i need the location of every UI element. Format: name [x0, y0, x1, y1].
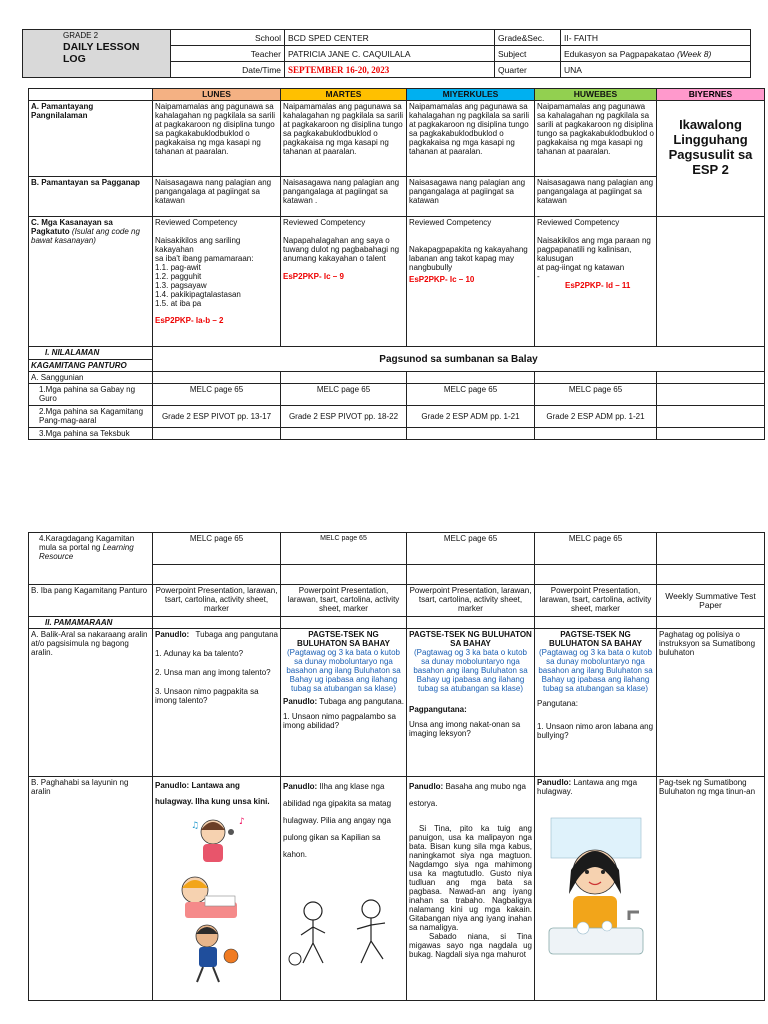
sec-c-miyerkules [407, 217, 535, 347]
question: 3. Unsaon nimo pagpakita sa imong talento? [155, 687, 259, 705]
story-text: Si Tina, pito ka tuig ang panuigon, usa ka malipayon nga bata. Bisan kung sila mga kabus, naningkamot siya nga magtuon. Nagdamgo siya nga mahimong usa ka magtutudlo. Gusto niya tudluan ang mga bata sa pagbasa. Nawad-an ang iyang inahan sa trabaho. Nagbaligya nalamang kini ug mga kakain. Gitabangan niya ang iyang inahan sa namaligya. [409, 824, 532, 932]
pagtse-title: PAGTSE-TSEK NG BULUHATON SA BAHAY [549, 630, 642, 648]
date-label: Date/Time [171, 62, 285, 78]
competency-line: 1.1. pag-awit [155, 263, 201, 272]
cell [407, 428, 535, 440]
gradesec-label: Grade&Sec. [495, 30, 561, 46]
gabay-martes: MELC page 65 [281, 384, 407, 406]
story-text-2: Sabado niana, si Tina migawas sayo nga nagdala ug bukag. Nagdali siya nga mahurot [409, 932, 532, 959]
cell [535, 565, 657, 585]
sec-a-lunes: Naipamamalas ang pagunawa sa kahalagahan ng pagkilala sa sarili at pagkakaroon ng disiplina tungo sa pagkakabuklodbuklod o pagkakaisa ng mga kasapi ng tahanan at paaralan. [153, 101, 281, 177]
sec-a-martes: Naipamamalas ang pagunawa sa kahalagahan ng pagkilala sa sarili at pagkakaroon ng disiplina tungo sa pagkakabuklodbuklod o pagkakaisa ng mga kasapi ng tahanan at paaralan. [281, 101, 407, 177]
cell [657, 384, 765, 406]
competency-line: 1.5. at iba pa [155, 299, 202, 308]
balik-aral-biyernes: Paghatag og polisiya o instruksyon sa Sumatibong buluhaton [657, 629, 765, 777]
handwashing-girl-picture [537, 810, 655, 980]
question: Unsa ang imong nakat-onan sa imaging leksyon? [409, 720, 521, 738]
children-talents-picture [155, 810, 277, 986]
question: 1. Unsaon nimo aron labana ang bullying? [537, 722, 654, 740]
cell [657, 372, 765, 384]
pamantayan-sa-pagganap-label: B. Pamantayan sa Pagganap [29, 177, 153, 217]
panudlo-block [409, 778, 532, 812]
cell [153, 428, 281, 440]
cell [535, 428, 657, 440]
sec-a-huwebes: Naipamamalas ang pagunawa sa kahalagahan ng pagkilala sa sarili at pagkakaroon ng disiplina tungo sa pagkakabuklodbuklod o pagkakaisa ng mga kasapi ng tahanan at paaralan. [535, 101, 657, 177]
cell [657, 533, 765, 565]
kasanayan-note: (Isulat ang code ng bawat kasanayan) [31, 227, 140, 245]
competency-text: Nakapagpapakita ng kakayahang labanan ang takot kapag may nangbubully [409, 245, 528, 272]
gabay-huwebes: MELC page 65 [535, 384, 657, 406]
subject-week: (Week 8) [676, 48, 712, 59]
cell [281, 617, 407, 629]
iba-biyernes: Weekly Summative Test Paper [657, 585, 765, 617]
lesson-table-part2 [28, 532, 765, 1001]
pamamaraan-label: II. PAMAMARAAN [29, 617, 153, 629]
competency-code: EsP2PKP- Ia-b – 2 [155, 316, 224, 325]
sec-c-martes [281, 217, 407, 347]
competency-line: - [537, 272, 540, 281]
competency-line: 1.3. pagsayaw [155, 281, 207, 290]
panudlo-instruction: Lantawa ang mga hulagway. [537, 778, 638, 796]
school-value: BCD SPED CENTER [285, 30, 495, 46]
soap-bubble-icon [602, 921, 612, 931]
karagdagan-huwebes: MELC page 65 [535, 533, 657, 565]
kagamitan-miyerkules: Grade 2 ESP ADM pp. 1-21 [407, 406, 535, 428]
kasanayan-title: C. Mga Kasanayan sa Pagkatuto [31, 218, 113, 236]
panudlo-row [283, 697, 404, 706]
subject-label: Subject [495, 46, 561, 62]
competency-line: Naisakikilos ang sariling kakayahan [155, 236, 241, 254]
abilities-picture [283, 893, 403, 973]
karagdagan-lunes: MELC page 65 [153, 533, 281, 565]
corner-cell [29, 89, 153, 101]
panudlo-block [155, 778, 278, 810]
cell [281, 372, 407, 384]
sink [549, 928, 643, 954]
teksbuk-label: 3.Mga pahina sa Teksbuk [29, 428, 153, 440]
day-lunes: LUNES [153, 89, 281, 101]
dll-title: DAILY LESSON [63, 41, 140, 53]
cell [281, 565, 407, 585]
sec-b-lunes: Naisasagawa nang palagian ang pangangalaga at pagiingat sa katawan [153, 177, 281, 217]
cell [153, 372, 281, 384]
sec-c-huwebes [535, 217, 657, 347]
competency-code: EsP2PKP- Ic – 10 [409, 275, 475, 284]
panudlo-block [537, 778, 654, 796]
reviewed-label: Reviewed Competency [409, 218, 492, 227]
karagdagan-text: 4.Karagdagang Kagamitan mula sa portal ng [39, 534, 135, 552]
drawing-girl-picture [182, 877, 237, 918]
sec-b-miyerkules: Naisasagawa nang palagian ang pangangalaga at pagiingat sa katawan [407, 177, 535, 217]
singing-girl-picture [191, 817, 245, 862]
reviewed-label: Reviewed Competency [283, 218, 366, 227]
iba-pang-kagamitan-label: B. Iba pang Kagamitang Panturo [29, 585, 153, 617]
competency-line: Naisakikilos ang mga paraan ng [537, 236, 651, 245]
karagdagan-martes: MELC page 65 [281, 533, 407, 565]
paghahabi-martes [281, 777, 407, 1001]
cell [407, 617, 535, 629]
cell [535, 372, 657, 384]
competency-line: pagpapanatili ng kalinisan, kalusugan [537, 245, 632, 263]
cell [407, 565, 535, 585]
panudlo-row [155, 630, 278, 639]
subject-value [561, 46, 751, 62]
pagtse-note: (Pagtawag og 3 ka bata o kutob sa dunay moboluntaryo nga basahon ang ilang Buluhaton sa Bahay ug ipabasa ang ilahang tubag sa atubangan sa klase) [413, 648, 528, 693]
sec-b-martes: Naisasagawa nang palagian ang pangangalaga at pagiingat sa katawan . [281, 177, 407, 217]
basketball-boy-picture [196, 925, 238, 982]
paghahabi-lunes [153, 777, 281, 1001]
paghahabi-huwebes [535, 777, 657, 1001]
day-biyernes: BIYERNES [657, 89, 765, 101]
sec-b-huwebes: Naisasagawa nang palagian ang pangangalaga at pagiingat sa katawan [535, 177, 657, 217]
cell [153, 617, 281, 629]
kagamitang-panturo-label: KAGAMITANG PANTURO [29, 360, 153, 372]
soccer-ball-icon [289, 953, 301, 965]
balik-aral-label: A. Balik-Aral sa nakaraang aralin at/o pagsisimula ng bagong aralin. [29, 629, 153, 777]
iba-miyerkules: Powerpoint Presentation, larawan, tsart, cartolina, activity sheet, marker [407, 585, 535, 617]
kagamitan-huwebes: Grade 2 ESP ADM pp. 1-21 [535, 406, 657, 428]
kagamitan-lunes: Grade 2 ESP PIVOT pp. 13-17 [153, 406, 281, 428]
pagtse-title: PAGTSE-TSEK NG BULUHATON SA BAHAY [409, 630, 532, 648]
pagtse-title: PAGTSE-TSEK NG BULUHATON SA BAHAY [297, 630, 390, 648]
dll-title-log: LOG [63, 53, 86, 65]
gabay-label: 1.Mga pahina sa Gabay ng Guro [29, 384, 153, 406]
header-title-cell [23, 30, 171, 78]
lesson-table-part1 [28, 88, 765, 440]
kagamitan-martes: Grade 2 ESP PIVOT pp. 18-22 [281, 406, 407, 428]
reviewed-label: Reviewed Competency [155, 218, 238, 227]
cell [657, 617, 765, 629]
gradesec-value: II- FAITH [561, 30, 751, 46]
panudlo-label: Panudlo: [283, 782, 318, 791]
sec-c-lunes [153, 217, 281, 347]
pamantayang-pangnilalaman-label: A. Pamantayang Pangnilalaman [29, 101, 153, 177]
boy-soccer-picture [301, 902, 325, 963]
quarter-value: UNA [561, 62, 751, 78]
panudlo-instruction: Tubaga ang pangutana. [319, 697, 404, 706]
day-martes: MARTES [281, 89, 407, 101]
header-table [22, 29, 751, 78]
balik-aral-miyerkules [407, 629, 535, 777]
panudlo-label: Panudlo: [283, 697, 318, 706]
date-value: SEPTEMBER 16-20, 2023 [285, 62, 495, 78]
nilalaman-value: Pagsunod sa sumbanan sa Balay [153, 347, 765, 372]
subject-text: Edukasyon sa Pagpapakatao [564, 48, 675, 59]
nilalaman-label: I. NILALAMAN [29, 347, 153, 360]
balik-aral-huwebes [535, 629, 657, 777]
competency-line: 1.2. pagguhit [155, 272, 202, 281]
sec-c-biyernes [657, 217, 765, 347]
karagdagan-miyerkules: MELC page 65 [407, 533, 535, 565]
panudlo-instruction: Ilha ang klase nga abilidad nga gipakita sa matag hulagway. Pilia ang angay nga pulong gikan sa Kapilian sa kahon. [283, 782, 392, 859]
iba-huwebes: Powerpoint Presentation, larawan, tsart, cartolina, activity sheet, marker [535, 585, 657, 617]
pagtse-note: (Pagtawag og 3 ka bata o kutob sa dunay moboluntaryo nga basahon ang ilang Buluhaton sa Bahay ug ipabasa ang ilahang tubag sa atubangan sa klase) [538, 648, 653, 693]
iba-martes: Powerpoint Presentation, larawan, tsart, cartolina, activity sheet, marker [281, 585, 407, 617]
karagdagan-label [29, 533, 153, 585]
competency-line: sa iba't ibang pamamaraan: [155, 254, 254, 263]
panudlo-label: Panudlo: [537, 778, 572, 787]
gabay-miyerkules: MELC page 65 [407, 384, 535, 406]
competency-text: Napapahalagahan ang saya o tuwang dulot ng pagbabahagi ng anumang kakayahan o talent [283, 236, 400, 263]
karagdagan-italic: Learning Resource [39, 543, 134, 561]
cell [657, 565, 765, 585]
svg-text:♫: ♫ [191, 821, 200, 831]
teacher-value: PATRICIA JANE C. CAQUILALA [285, 46, 495, 62]
paghahabi-label: B. Paghahabi sa layunin ng aralin [29, 777, 153, 1001]
competency-code: EsP2PKP- Id – 11 [565, 281, 631, 290]
cell [407, 372, 535, 384]
boy-running-picture [357, 900, 385, 963]
grade-label: GRADE 2 [63, 31, 99, 40]
reviewed-label: Reviewed Competency [537, 218, 620, 227]
paghahabi-biyernes: Pag-tsek ng Sumatibong Buluhaton ng mga tinun-an [657, 777, 765, 1001]
competency-line: 1.4. pakikipagtalastasan [155, 290, 241, 299]
balik-aral-martes [281, 629, 407, 777]
summative-test-title: Ikawalong Lingguhang Pagsusulit sa ESP 2 [668, 117, 753, 177]
gabay-lunes: MELC page 65 [153, 384, 281, 406]
svg-text:♪: ♪ [239, 817, 245, 827]
panudlo-instruction: Lantawa ang hulagway. Ilha kung unsa kini. [155, 781, 270, 806]
competency-line: at pag-iingat ng katawan [537, 263, 625, 272]
teacher-label: Teacher [171, 46, 285, 62]
soap-bubble-icon [577, 922, 589, 934]
cell [281, 428, 407, 440]
mga-kasanayan-label [29, 217, 153, 347]
cell [657, 428, 765, 440]
question: 1. Adunay ka ba talento? [155, 649, 244, 658]
panudlo-instruction: Basaha ang mubo nga estorya. [409, 782, 526, 808]
question: 2. Unsa man ang imong talento? [155, 668, 271, 677]
panudlo-instruction: Tubaga ang pangutana [195, 630, 278, 639]
cell [657, 406, 765, 428]
sec-a-miyerkules: Naipamamalas ang pagunawa sa kahalagahan ng pagkilala sa sarili at pagkakaroon ng disiplina tungo sa pagkakabuklodbuklod o pagkakaisa ng mga kasapi ng tahanan at paaralan. [407, 101, 535, 177]
kagamitan-label: 2.Mga pahina sa Kagamitang Pang-mag-aaral [29, 406, 153, 428]
school-label: School [171, 30, 285, 46]
competency-code: EsP2PKP- Ic – 9 [283, 272, 344, 281]
panudlo-block [283, 778, 404, 863]
pagpangutana-label: Pagpangutana: [409, 705, 467, 714]
paghahabi-miyerkules [407, 777, 535, 1001]
pangutana-label: Pangutana: [537, 699, 578, 708]
pagtse-note: (Pagtawag og 3 ka bata o kutob sa dunay moboluntaryo nga basahon ang ilang Buluhaton sa Bahay ug ipabasa ang ilahang tubag sa atubangan sa klase) [286, 648, 401, 693]
day-huwebes: HUWEBES [535, 89, 657, 101]
day-miyerkules: MIYERKULES [407, 89, 535, 101]
panudlo-label: Panudlo: [155, 630, 190, 639]
sanggunian-label: A. Sanggunian [29, 372, 153, 384]
quarter-label: Quarter [495, 62, 561, 78]
iba-lunes: Powerpoint Presentation, larawan, tsart, cartolina, activity sheet, marker [153, 585, 281, 617]
panudlo-label: Panudlo: [155, 781, 190, 790]
cell [153, 565, 281, 585]
question: 1. Unsaon nimo pagpalambo sa imong abilidad? [283, 712, 396, 730]
sec-a-biyernes [657, 101, 765, 217]
cell [535, 617, 657, 629]
balik-aral-lunes [153, 629, 281, 777]
faucet-icon [629, 912, 639, 920]
panudlo-label: Panudlo: [409, 782, 444, 791]
